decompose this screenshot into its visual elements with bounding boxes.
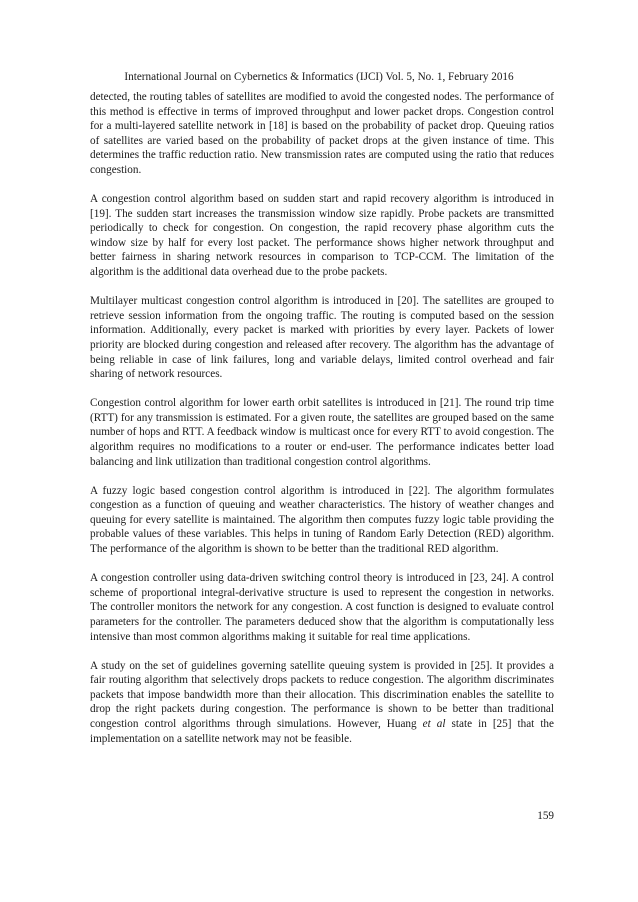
body-text — [90, 90, 554, 761]
journal-header: International Journal on Cybernetics & Informatics (IJCI) Vol. 5, No. 1, February 2016 — [124, 71, 514, 83]
paragraph-2: A congestion control algorithm based on sudden start and rapid recovery algorithm is introduced in [19]. The sudden start increases the transmission window size rapidly. Probe packets are transmitted periodically to check for congestion. On congestion, the rapid recovery phase algorithm cuts the window size by half for every lost packet. The performance shows higher network throughput and better fairness in sharing network resources in comparison to TCP-CCM. The limitation of the algorithm is the additional data overhead due to the probe packets. — [90, 193, 554, 279]
paragraph-5: A fuzzy logic based congestion control algorithm is introduced in [22]. The algorithm formulates congestion as a function of queuing and weather characteristics. The history of weather changes and queuing for every satellite is maintained. The algorithm then computes fuzzy logic table providing the probable values of these variables. This helps in tuning of Random Early Detection (RED) algorithm. The performance of the algorithm is shown to be better than the traditional RED algorithm. — [90, 484, 554, 556]
paragraph-7-italic: et al — [422, 717, 446, 730]
page-number: 159 — [537, 810, 554, 822]
paragraph-7-text-a: A study on the set of guidelines governing satellite queuing system is provided in [25]. It provides a fair routing algorithm that selectively drops packets to reduce congestion. The algorithm discriminates packets that impose bandwidth more than their allocation. This discrimination enables the satellite to drop the right packets during congestion. The performance is shown to be better than traditional congestion control algorithms through simulations. However, Huang — [90, 659, 554, 730]
paragraph-7-text-b: state in [25] that the implementation on a satellite network may not be feasible. — [90, 717, 554, 745]
paragraph-1: detected, the routing tables of satellites are modified to avoid the congested nodes. The performance of this method is effective in terms of improved throughput and lower packet drops. Congestion control for a multi-layered satellite network in [18] is based on the probability of packet drop. Queuing ratios of satellites are varied based on the probability of packet drops at the given instance of time. This determines the traffic reduction ratio. New transmission rates are computed using the ratio that reduces congestion. — [90, 91, 554, 176]
paragraph-4: Congestion control algorithm for lower earth orbit satellites is introduced in [21]. The round trip time (RTT) for any transmission is estimated. For a given route, the satellites are grouped based on the same number of hops and RTT. A feedback window is multicast once for every RTT to avoid congestion. The algorithm requires no modifications to a router or end-user. The performance indicates better load balancing and link utilization than traditional congestion control algorithms. — [90, 397, 554, 468]
paragraph-6: A congestion controller using data-driven switching control theory is introduced in [23, 24]. A control scheme of proportional integral-derivative structure is used to represent the congestion in networks. The controller monitors the network for any congestion. A cost function is designed to evaluate control parameters for the controller. The parameters deduced show that the algorithm is computationally less intensive than most common algorithms making it suitable for real time applications. — [90, 572, 554, 643]
paragraph-7 — [90, 659, 554, 747]
paragraph-3: Multilayer multicast congestion control algorithm is introduced in [20]. The satellites are grouped to retrieve session information from the ongoing traffic. The routing is computed based on the session information. Additionally, every packet is marked with priorities by every layer. Packets of lower priority are blocked during congestion and released after recovery. The algorithm has the advantage of being reliable in case of link failures, long and variable delays, limited control overhead and fair sharing of network resources. — [90, 295, 554, 381]
